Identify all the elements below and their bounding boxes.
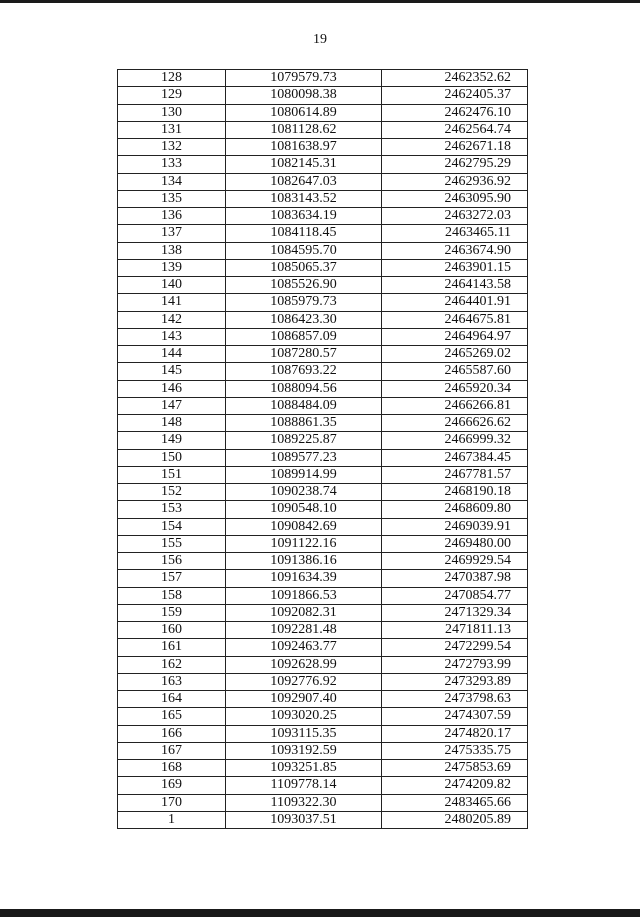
y-coordinate-cell: 2470854.77 [382,587,528,604]
point-number-cell: 160 [118,622,226,639]
y-coordinate-cell: 2473293.89 [382,673,528,690]
table-row [118,173,528,190]
y-coordinate-cell: 2467781.57 [382,466,528,483]
table-row [118,397,528,414]
y-coordinate-cell: 2469480.00 [382,535,528,552]
table-row [118,708,528,725]
x-coordinate-cell: 1086423.30 [226,311,382,328]
x-coordinate-cell: 1079579.73 [226,70,382,87]
point-number-cell: 143 [118,328,226,345]
point-number-cell: 166 [118,725,226,742]
x-coordinate-cell: 1091386.16 [226,553,382,570]
table-row [118,259,528,276]
x-coordinate-cell: 1089914.99 [226,466,382,483]
table-row [118,328,528,345]
coordinates-table [117,69,528,829]
y-coordinate-cell: 2462564.74 [382,121,528,138]
y-coordinate-cell: 2464675.81 [382,311,528,328]
point-number-cell: 135 [118,190,226,207]
x-coordinate-cell: 1082145.31 [226,156,382,173]
table-row [118,553,528,570]
y-coordinate-cell: 2463272.03 [382,208,528,225]
y-coordinate-cell: 2467384.45 [382,449,528,466]
x-coordinate-cell: 1082647.03 [226,173,382,190]
point-number-cell: 134 [118,173,226,190]
point-number-cell: 150 [118,449,226,466]
table-row [118,449,528,466]
y-coordinate-cell: 2462936.92 [382,173,528,190]
x-coordinate-cell: 1080614.89 [226,104,382,121]
y-coordinate-cell: 2480205.89 [382,811,528,828]
point-number-cell: 152 [118,484,226,501]
y-coordinate-cell: 2475335.75 [382,742,528,759]
table-row [118,518,528,535]
point-number-cell: 1 [118,811,226,828]
y-coordinate-cell: 2462671.18 [382,139,528,156]
table-row [118,725,528,742]
y-coordinate-cell: 2471329.34 [382,604,528,621]
y-coordinate-cell: 2463095.90 [382,190,528,207]
point-number-cell: 142 [118,311,226,328]
point-number-cell: 137 [118,225,226,242]
y-coordinate-cell: 2472793.99 [382,656,528,673]
y-coordinate-cell: 2472299.54 [382,639,528,656]
y-coordinate-cell: 2466626.62 [382,415,528,432]
table-row [118,777,528,794]
table-row [118,570,528,587]
table-row [118,121,528,138]
table-row [118,656,528,673]
y-coordinate-cell: 2475853.69 [382,760,528,777]
y-coordinate-cell: 2469929.54 [382,553,528,570]
point-number-cell: 132 [118,139,226,156]
y-coordinate-cell: 2466266.81 [382,397,528,414]
table-row [118,622,528,639]
x-coordinate-cell: 1093037.51 [226,811,382,828]
point-number-cell: 165 [118,708,226,725]
y-coordinate-cell: 2473798.63 [382,691,528,708]
y-coordinate-cell: 2466999.32 [382,432,528,449]
x-coordinate-cell: 1093251.85 [226,760,382,777]
point-number-cell: 155 [118,535,226,552]
point-number-cell: 159 [118,604,226,621]
x-coordinate-cell: 1109322.30 [226,794,382,811]
table-row [118,484,528,501]
x-coordinate-cell: 1085526.90 [226,277,382,294]
y-coordinate-cell: 2469039.91 [382,518,528,535]
x-coordinate-cell: 1091634.39 [226,570,382,587]
table-row [118,811,528,828]
x-coordinate-cell: 1081128.62 [226,121,382,138]
point-number-cell: 151 [118,466,226,483]
point-number-cell: 154 [118,518,226,535]
x-coordinate-cell: 1091122.16 [226,535,382,552]
x-coordinate-cell: 1088861.35 [226,415,382,432]
x-coordinate-cell: 1084595.70 [226,242,382,259]
x-coordinate-cell: 1091866.53 [226,587,382,604]
point-number-cell: 139 [118,259,226,276]
y-coordinate-cell: 2463465.11 [382,225,528,242]
x-coordinate-cell: 1092907.40 [226,691,382,708]
table-row [118,466,528,483]
page-number: 19 [313,32,327,47]
x-coordinate-cell: 1085979.73 [226,294,382,311]
x-coordinate-cell: 1092281.48 [226,622,382,639]
table-row [118,535,528,552]
point-number-cell: 145 [118,363,226,380]
x-coordinate-cell: 1090842.69 [226,518,382,535]
table-row [118,639,528,656]
point-number-cell: 140 [118,277,226,294]
y-coordinate-cell: 2465587.60 [382,363,528,380]
table-row [118,346,528,363]
y-coordinate-cell: 2462795.29 [382,156,528,173]
x-coordinate-cell: 1109778.14 [226,777,382,794]
point-number-cell: 146 [118,380,226,397]
x-coordinate-cell: 1088484.09 [226,397,382,414]
table-row [118,604,528,621]
table-row [118,587,528,604]
x-coordinate-cell: 1092082.31 [226,604,382,621]
x-coordinate-cell: 1083143.52 [226,190,382,207]
table-row [118,104,528,121]
y-coordinate-cell: 2468609.80 [382,501,528,518]
point-number-cell: 157 [118,570,226,587]
x-coordinate-cell: 1081638.97 [226,139,382,156]
y-coordinate-cell: 2462405.37 [382,87,528,104]
point-number-cell: 141 [118,294,226,311]
table-row [118,225,528,242]
point-number-cell: 131 [118,121,226,138]
point-number-cell: 148 [118,415,226,432]
x-coordinate-cell: 1080098.38 [226,87,382,104]
y-coordinate-cell: 2464964.97 [382,328,528,345]
table-row [118,277,528,294]
point-number-cell: 170 [118,794,226,811]
table-row [118,87,528,104]
y-coordinate-cell: 2465269.02 [382,346,528,363]
table-row [118,156,528,173]
coordinates-table-body [118,70,528,829]
x-coordinate-cell: 1084118.45 [226,225,382,242]
y-coordinate-cell: 2474307.59 [382,708,528,725]
x-coordinate-cell: 1092628.99 [226,656,382,673]
y-coordinate-cell: 2463901.15 [382,259,528,276]
x-coordinate-cell: 1093020.25 [226,708,382,725]
point-number-cell: 144 [118,346,226,363]
point-number-cell: 168 [118,760,226,777]
y-coordinate-cell: 2474209.82 [382,777,528,794]
table-row [118,70,528,87]
point-number-cell: 147 [118,397,226,414]
table-row [118,432,528,449]
point-number-cell: 129 [118,87,226,104]
point-number-cell: 156 [118,553,226,570]
point-number-cell: 149 [118,432,226,449]
point-number-cell: 167 [118,742,226,759]
x-coordinate-cell: 1092463.77 [226,639,382,656]
x-coordinate-cell: 1090548.10 [226,501,382,518]
x-coordinate-cell: 1085065.37 [226,259,382,276]
y-coordinate-cell: 2474820.17 [382,725,528,742]
point-number-cell: 169 [118,777,226,794]
point-number-cell: 128 [118,70,226,87]
table-row [118,190,528,207]
table-row [118,691,528,708]
y-coordinate-cell: 2464143.58 [382,277,528,294]
point-number-cell: 164 [118,691,226,708]
table-row [118,208,528,225]
x-coordinate-cell: 1083634.19 [226,208,382,225]
table-row [118,139,528,156]
y-coordinate-cell: 2462352.62 [382,70,528,87]
y-coordinate-cell: 2462476.10 [382,104,528,121]
point-number-cell: 138 [118,242,226,259]
table-row [118,363,528,380]
table-row [118,760,528,777]
x-coordinate-cell: 1086857.09 [226,328,382,345]
y-coordinate-cell: 2465920.34 [382,380,528,397]
table-row [118,742,528,759]
y-coordinate-cell: 2464401.91 [382,294,528,311]
x-coordinate-cell: 1088094.56 [226,380,382,397]
x-coordinate-cell: 1087280.57 [226,346,382,363]
x-coordinate-cell: 1093192.59 [226,742,382,759]
table-row [118,501,528,518]
y-coordinate-cell: 2470387.98 [382,570,528,587]
point-number-cell: 133 [118,156,226,173]
table-row [118,294,528,311]
x-coordinate-cell: 1092776.92 [226,673,382,690]
table-row [118,794,528,811]
x-coordinate-cell: 1087693.22 [226,363,382,380]
x-coordinate-cell: 1089225.87 [226,432,382,449]
y-coordinate-cell: 2483465.66 [382,794,528,811]
point-number-cell: 162 [118,656,226,673]
table-row [118,415,528,432]
x-coordinate-cell: 1089577.23 [226,449,382,466]
table-row [118,673,528,690]
y-coordinate-cell: 2468190.18 [382,484,528,501]
scan-border-bottom [0,909,640,917]
point-number-cell: 163 [118,673,226,690]
x-coordinate-cell: 1093115.35 [226,725,382,742]
point-number-cell: 161 [118,639,226,656]
point-number-cell: 158 [118,587,226,604]
point-number-cell: 136 [118,208,226,225]
y-coordinate-cell: 2463674.90 [382,242,528,259]
y-coordinate-cell: 2471811.13 [382,622,528,639]
point-number-cell: 130 [118,104,226,121]
point-number-cell: 153 [118,501,226,518]
table-row [118,242,528,259]
table-row [118,380,528,397]
scan-border-top [0,0,640,3]
x-coordinate-cell: 1090238.74 [226,484,382,501]
table-row [118,311,528,328]
